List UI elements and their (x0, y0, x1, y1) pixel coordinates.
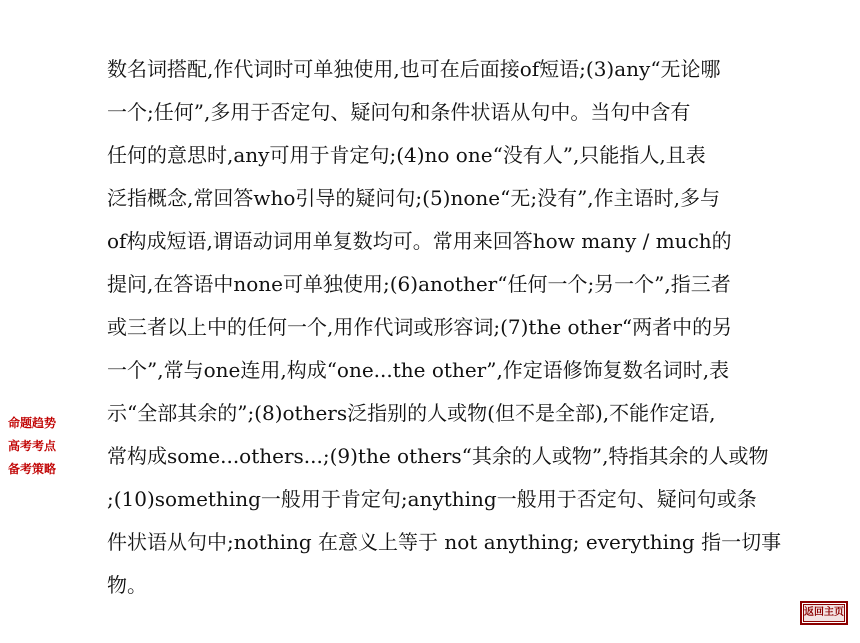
main-text (107, 48, 839, 607)
home-button[interactable] (800, 601, 848, 625)
nav-item-strategy[interactable]: 备考策略 (8, 462, 57, 476)
text-line: 数名词搭配,作代词时可单独使用,也可在后面接of短语;(3)any“无论哪 (107, 57, 721, 81)
side-nav (8, 412, 74, 481)
text-line: 一个;任何”,多用于否定句、疑问句和条件状语从句中。当句中含有 (107, 100, 691, 124)
nav-item-exam-points[interactable]: 高考考点 (8, 439, 57, 453)
home-button-label: 返回主页 (803, 604, 845, 622)
text-line: 物。 (107, 573, 147, 597)
nav-item-trends[interactable]: 命题趋势 (8, 416, 57, 430)
text-line: 常构成some...others...;(9)the others“其余的人或物”,特指其余的人或物 (107, 444, 769, 468)
text-line: 提问,在答语中none可单独使用;(6)another“任何一个;另一个”,指三者 (107, 272, 731, 296)
text-line: 件状语从句中;nothing 在意义上等于 not anything; everything 指一切事 (107, 530, 782, 554)
text-line: of构成短语,谓语动词用单复数均可。常用来回答how many / much的 (107, 229, 732, 253)
text-line: 一个”,常与one连用,构成“one...the other”,作定语修饰复数名词时,表 (107, 358, 730, 382)
text-line: 示“全部其余的”;(8)others泛指别的人或物(但不是全部),不能作定语, (107, 401, 716, 425)
text-line: 或三者以上中的任何一个,用作代词或形容词;(7)the other“两者中的另 (107, 315, 733, 339)
text-line: 任何的意思时,any可用于肯定句;(4)no one“没有人”,只能指人,且表 (107, 143, 706, 167)
text-line: 泛指概念,常回答who引导的疑问句;(5)none“无;没有”,作主语时,多与 (107, 186, 721, 210)
text-line: ;(10)something一般用于肯定句;anything一般用于否定句、疑问句或条 (107, 487, 757, 511)
